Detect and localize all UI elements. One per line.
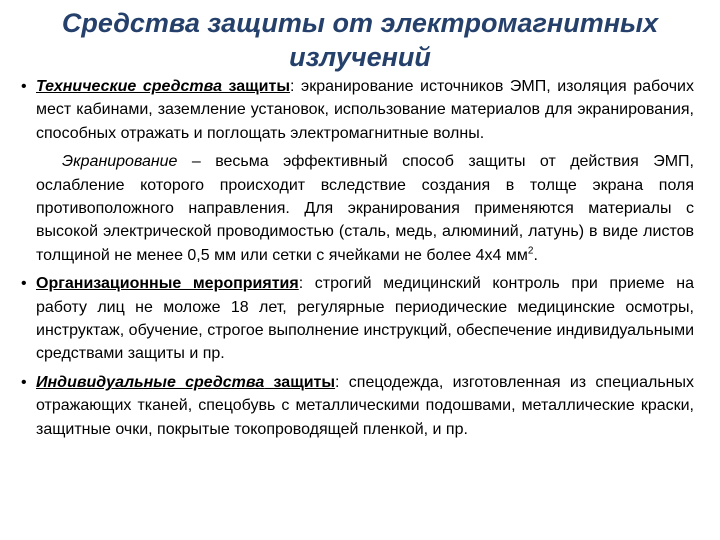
bullet-icon: • (21, 373, 27, 391)
list-item-individual (22, 371, 694, 441)
term-shielding: Экранирование (62, 153, 178, 171)
text-shielding-end: . (533, 246, 538, 264)
bullet-icon: • (21, 275, 27, 293)
term-organizational-colon: : (298, 275, 304, 293)
term-individual (36, 374, 335, 391)
list-item-organizational (22, 272, 694, 366)
term-technical-colon: : (290, 78, 295, 95)
text-shielding: – весьма эффективный способ защиты от действия ЭМП, ослабление которого происходит вследствие создания в толще экрана поля противоположного направления. Для экранирования применяются материалы с высокой электрической проводимостью (сталь, медь, алюминий, латунь) в виде листов толщиной не менее 0,5 мм или сетки с ячейками не более 4х4 мм (36, 153, 694, 264)
text-technical: экранирование источников ЭМП, изоляция рабочих мест кабинами, заземление установок, использование материалов для экранирования, способных отражать и поглощать электромагнитные волны. (36, 78, 694, 142)
term-technical (36, 78, 290, 95)
bullet-icon: • (21, 78, 27, 95)
paragraph-shielding (22, 150, 694, 267)
term-individual-plain: защиты (264, 373, 336, 391)
superscript-2: 2 (527, 245, 534, 257)
list-item-technical (22, 75, 694, 145)
term-technical-plain: защиты (221, 78, 291, 95)
term-organizational: Организационные мероприятия (36, 275, 299, 293)
term-individual-italic: Индивидуальные средства (36, 373, 265, 391)
term-individual-colon: : (335, 373, 340, 391)
text-organizational: строгий медицинский контроль при приеме на работу лиц не моложе 18 лет, регулярные периодические медицинские осмотры, инструктаж, обучение, строгое выполнение инструкций, обеспечение индивидуальными средствами защиты и пр. (36, 275, 694, 363)
text-individual: спецодежда, изготовленная из специальных отражающих тканей, спецобувь с металлическими подошвами, металлические краски, защитные очки, покрытые токопроводящей пленкой, и пр. (36, 373, 695, 438)
slide-title: Средства защиты от электромагнитных излучений (61, 8, 659, 72)
slide-content (22, 75, 694, 446)
term-technical-italic: Технические средства (36, 78, 222, 95)
